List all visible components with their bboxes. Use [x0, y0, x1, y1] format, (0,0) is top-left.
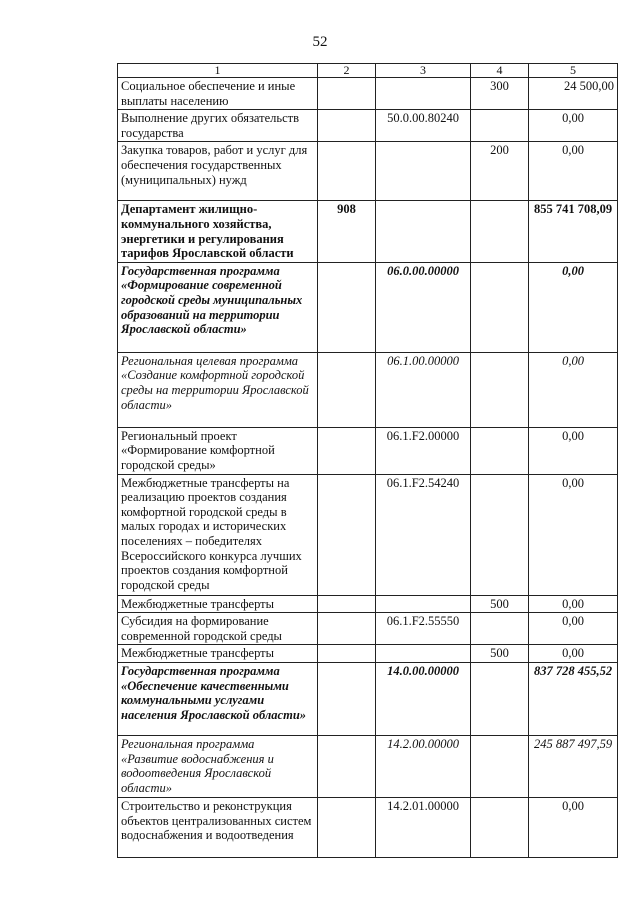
table-row [118, 110, 618, 142]
row-amount: 0,00 [529, 613, 618, 645]
row-name: Государственная программа «Обеспечение качественными коммунальными услугами населения Ярославской области» [118, 662, 318, 735]
row-name: Межбюджетные трансферты [118, 595, 318, 613]
row-ministry [318, 797, 376, 857]
row-amount: 837 728 455,52 [529, 662, 618, 735]
row-code: 06.1.F2.54240 [376, 474, 471, 595]
row-ministry [318, 735, 376, 797]
row-ministry [318, 110, 376, 142]
table-row [118, 735, 618, 797]
table-header-row [118, 64, 618, 78]
row-code [376, 78, 471, 110]
table-row [118, 645, 618, 663]
row-code [376, 142, 471, 201]
row-type [471, 797, 529, 857]
row-name: Закупка товаров, работ и услуг для обеспечения государственных (муниципальных) нужд [118, 142, 318, 201]
row-code: 14.0.00.00000 [376, 662, 471, 735]
row-ministry [318, 142, 376, 201]
table-row [118, 595, 618, 613]
table-row [118, 262, 618, 352]
table-row [118, 613, 618, 645]
table-row [118, 797, 618, 857]
column-header: 4 [471, 64, 529, 78]
row-type [471, 613, 529, 645]
row-amount: 855 741 708,09 [529, 201, 618, 262]
table-row [118, 474, 618, 595]
row-amount: 0,00 [529, 474, 618, 595]
row-amount: 0,00 [529, 645, 618, 663]
row-type [471, 110, 529, 142]
row-amount: 245 887 497,59 [529, 735, 618, 797]
table-row [118, 201, 618, 262]
row-ministry: 908 [318, 201, 376, 262]
row-type [471, 427, 529, 474]
row-name: Выполнение других обязательств государства [118, 110, 318, 142]
row-code: 50.0.00.80240 [376, 110, 471, 142]
row-code [376, 645, 471, 663]
column-header: 5 [529, 64, 618, 78]
table-row [118, 142, 618, 201]
row-ministry [318, 613, 376, 645]
row-type: 200 [471, 142, 529, 201]
row-ministry [318, 427, 376, 474]
table-row [118, 427, 618, 474]
row-code [376, 595, 471, 613]
row-amount: 0,00 [529, 110, 618, 142]
row-name: Региональный проект «Формирование комфортной городской среды» [118, 427, 318, 474]
row-amount: 0,00 [529, 262, 618, 352]
row-type [471, 662, 529, 735]
row-ministry [318, 474, 376, 595]
row-code: 06.1.00.00000 [376, 352, 471, 427]
row-amount: 0,00 [529, 142, 618, 201]
row-code: 14.2.01.00000 [376, 797, 471, 857]
row-name: Государственная программа «Формирование современной городской среды муниципальных образований на территории Ярославской области» [118, 262, 318, 352]
row-name: Строительство и реконструкция объектов централизованных систем водоснабжения и водоотведения [118, 797, 318, 857]
row-name: Департамент жилищно-коммунального хозяйства, энергетики и регулирования тарифов Ярославской области [118, 201, 318, 262]
row-type: 300 [471, 78, 529, 110]
row-code: 06.1.F2.00000 [376, 427, 471, 474]
row-amount: 0,00 [529, 797, 618, 857]
row-ministry [318, 595, 376, 613]
row-amount: 0,00 [529, 427, 618, 474]
row-code: 06.1.F2.55550 [376, 613, 471, 645]
row-amount: 24 500,00 [529, 78, 618, 110]
row-type [471, 262, 529, 352]
row-ministry [318, 262, 376, 352]
row-code [376, 201, 471, 262]
row-type [471, 474, 529, 595]
row-type: 500 [471, 645, 529, 663]
page-number: 52 [312, 34, 328, 50]
row-ministry [318, 78, 376, 110]
row-name: Субсидия на формирование современной городской среды [118, 613, 318, 645]
row-type [471, 352, 529, 427]
row-name: Региональная программа «Развитие водоснабжения и водоотведения Ярославской области» [118, 735, 318, 797]
row-code: 06.0.00.00000 [376, 262, 471, 352]
row-name: Межбюджетные трансферты на реализацию проектов создания комфортной городской среды в малых городах и исторических поселениях – победителях Всероссийского конкурса лучших проектов создания комфортной городской среды [118, 474, 318, 595]
row-name: Межбюджетные трансферты [118, 645, 318, 663]
row-name: Социальное обеспечение и иные выплаты населению [118, 78, 318, 110]
table-row [118, 662, 618, 735]
row-type [471, 735, 529, 797]
row-name: Региональная целевая программа «Создание комфортной городской среды на территории Ярославской области» [118, 352, 318, 427]
table-row [118, 352, 618, 427]
row-type: 500 [471, 595, 529, 613]
table-row [118, 78, 618, 110]
row-ministry [318, 645, 376, 663]
column-header: 1 [118, 64, 318, 78]
row-ministry [318, 662, 376, 735]
budget-table [117, 63, 618, 858]
column-header: 3 [376, 64, 471, 78]
row-code: 14.2.00.00000 [376, 735, 471, 797]
row-type [471, 201, 529, 262]
row-amount: 0,00 [529, 352, 618, 427]
row-ministry [318, 352, 376, 427]
column-header: 2 [318, 64, 376, 78]
row-amount: 0,00 [529, 595, 618, 613]
